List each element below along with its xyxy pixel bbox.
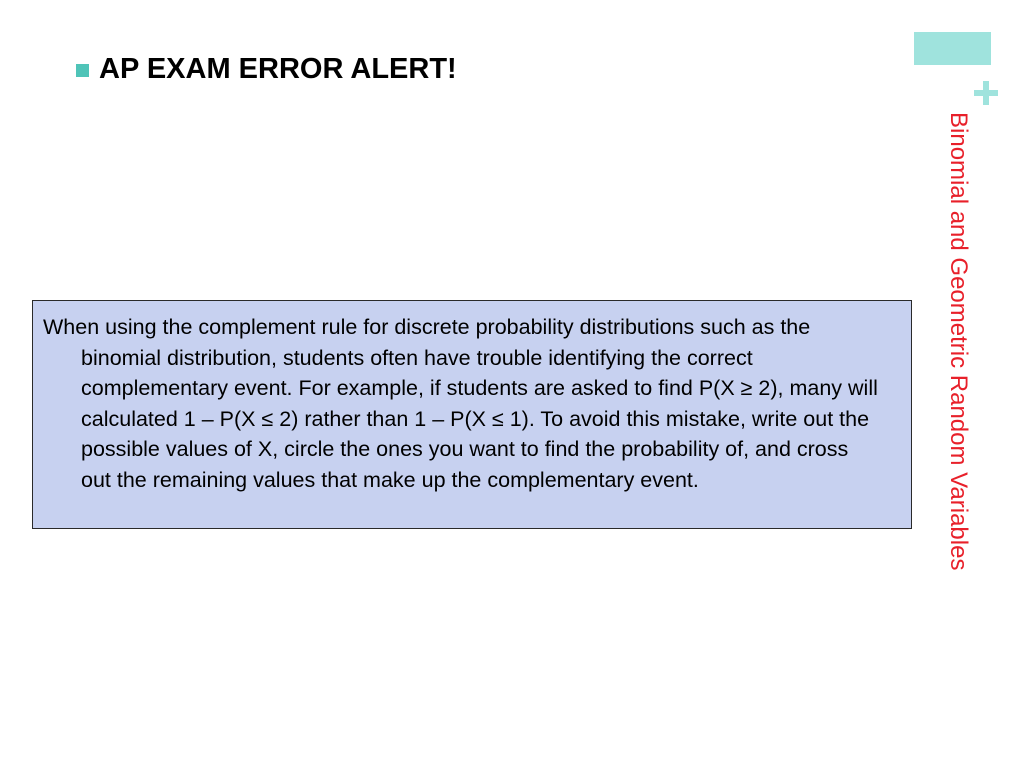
- plus-icon: [974, 81, 998, 105]
- callout-text: When using the complement rule for discrete probability distributions such as the binomial distribution, students often have trouble identifying the correct complementary event. For example, if students are asked to find P(X ≥ 2), many will calculated 1 – P(X ≤ 2) rather than 1 – P(X ≤ 1). To avoid this mistake, write out the possible values of X, circle the ones you want to find the probability of, and cross out the remaining values that make up the complementary event.: [43, 315, 878, 492]
- callout-box: [32, 300, 912, 529]
- square-bullet-icon: [76, 64, 89, 77]
- heading-text: AP EXAM ERROR ALERT!: [99, 53, 457, 85]
- side-title: Binomial and Geometric Random Variables: [945, 112, 972, 571]
- accent-bar: [914, 32, 991, 65]
- slide-heading: [76, 53, 457, 86]
